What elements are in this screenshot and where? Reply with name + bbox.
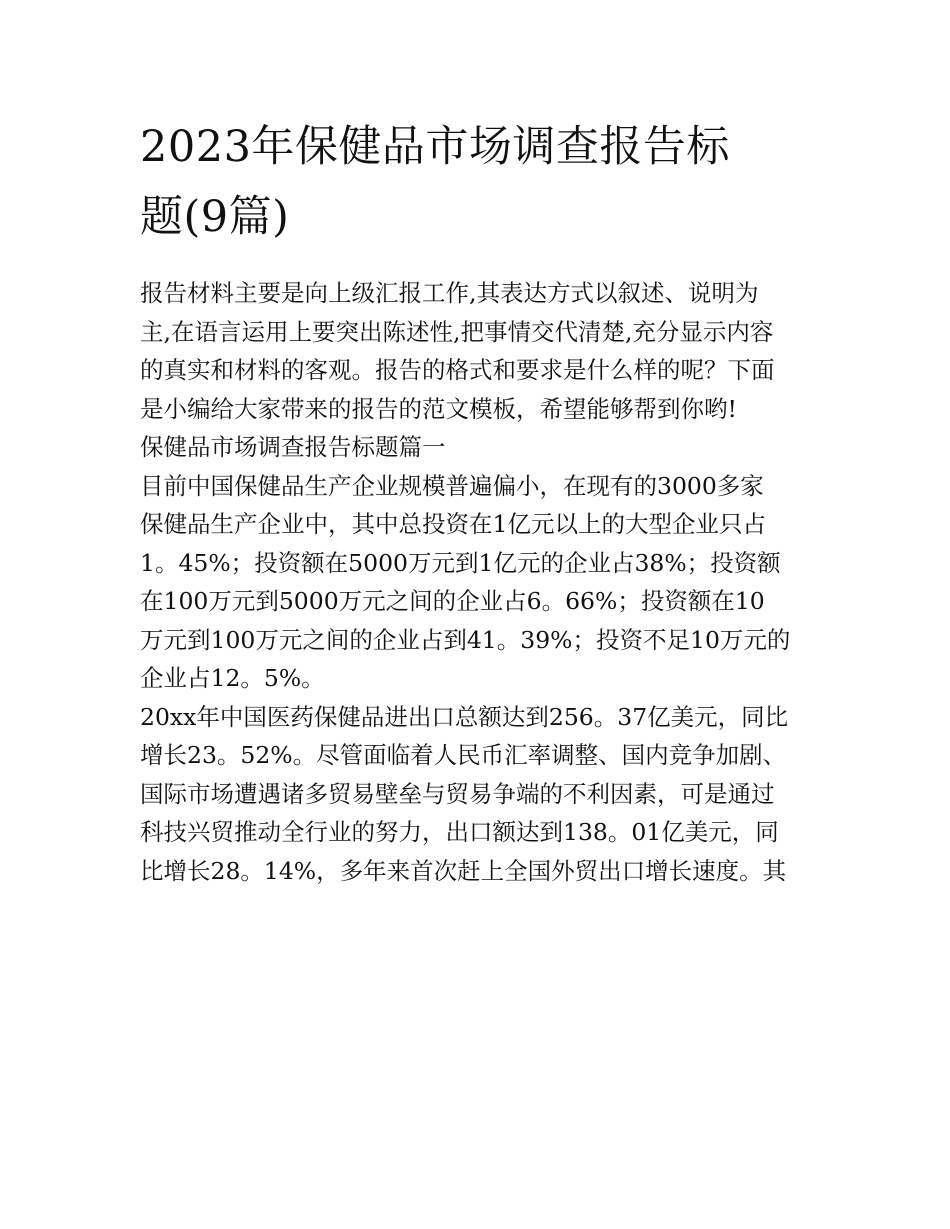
text-line: 企业占12。5%。 — [140, 664, 325, 692]
body-paragraph-1 — [140, 467, 815, 698]
text-line: 国际市场遭遇诸多贸易壁垒与贸易争端的不利因素，可是通过 — [140, 779, 775, 808]
text-line: 是小编给大家带来的报告的范文模板，希望能够帮到你哟! — [140, 394, 737, 423]
text-line: 目前中国保健品生产企业规模普遍偏小，在现有的3000多家 — [140, 471, 764, 500]
text-line: 保健品市场调查报告标题篇一 — [140, 433, 446, 461]
document-page — [140, 112, 815, 890]
body-paragraph-2 — [140, 698, 815, 891]
title-line-2: 题(9篇) — [140, 192, 290, 242]
text-line: 增长23。52%。尽管面临着人民币汇率调整、国内竞争加剧、 — [140, 741, 787, 769]
intro-paragraph — [140, 274, 815, 428]
text-line: 1。45%；投资额在5000万元到1亿元的企业占38%；投资额 — [140, 548, 781, 577]
text-line: 科技兴贸推动全行业的努力，出口额达到138。01亿美元，同 — [140, 818, 779, 846]
text-line: 报告材料主要是向上级汇报工作,其表达方式以叙述、说明为 — [140, 279, 759, 307]
section-heading — [140, 428, 815, 467]
text-line: 主,在语言运用上要突出陈述性,把事情交代清楚,充分显示内容 — [140, 317, 774, 346]
text-line: 比增长28。14%，多年来首次赶上全国外贸出口增长速度。其 — [140, 856, 787, 885]
text-line: 万元到100万元之间的企业占到41。39%；投资不足10万元的 — [140, 625, 791, 654]
document-title — [140, 112, 815, 252]
title-line-1: 2023年保健品市场调查报告标 — [140, 122, 730, 172]
text-line: 保健品生产企业中，其中总投资在1亿元以上的大型企业只占 — [140, 510, 766, 538]
text-line: 20xx年中国医药保健品进出口总额达到256。37亿美元，同比 — [140, 702, 789, 731]
text-line: 在100万元到5000万元之间的企业占6。66%；投资额在10 — [140, 587, 765, 615]
text-line: 的真实和材料的客观。报告的格式和要求是什么样的呢？下面 — [140, 356, 775, 384]
